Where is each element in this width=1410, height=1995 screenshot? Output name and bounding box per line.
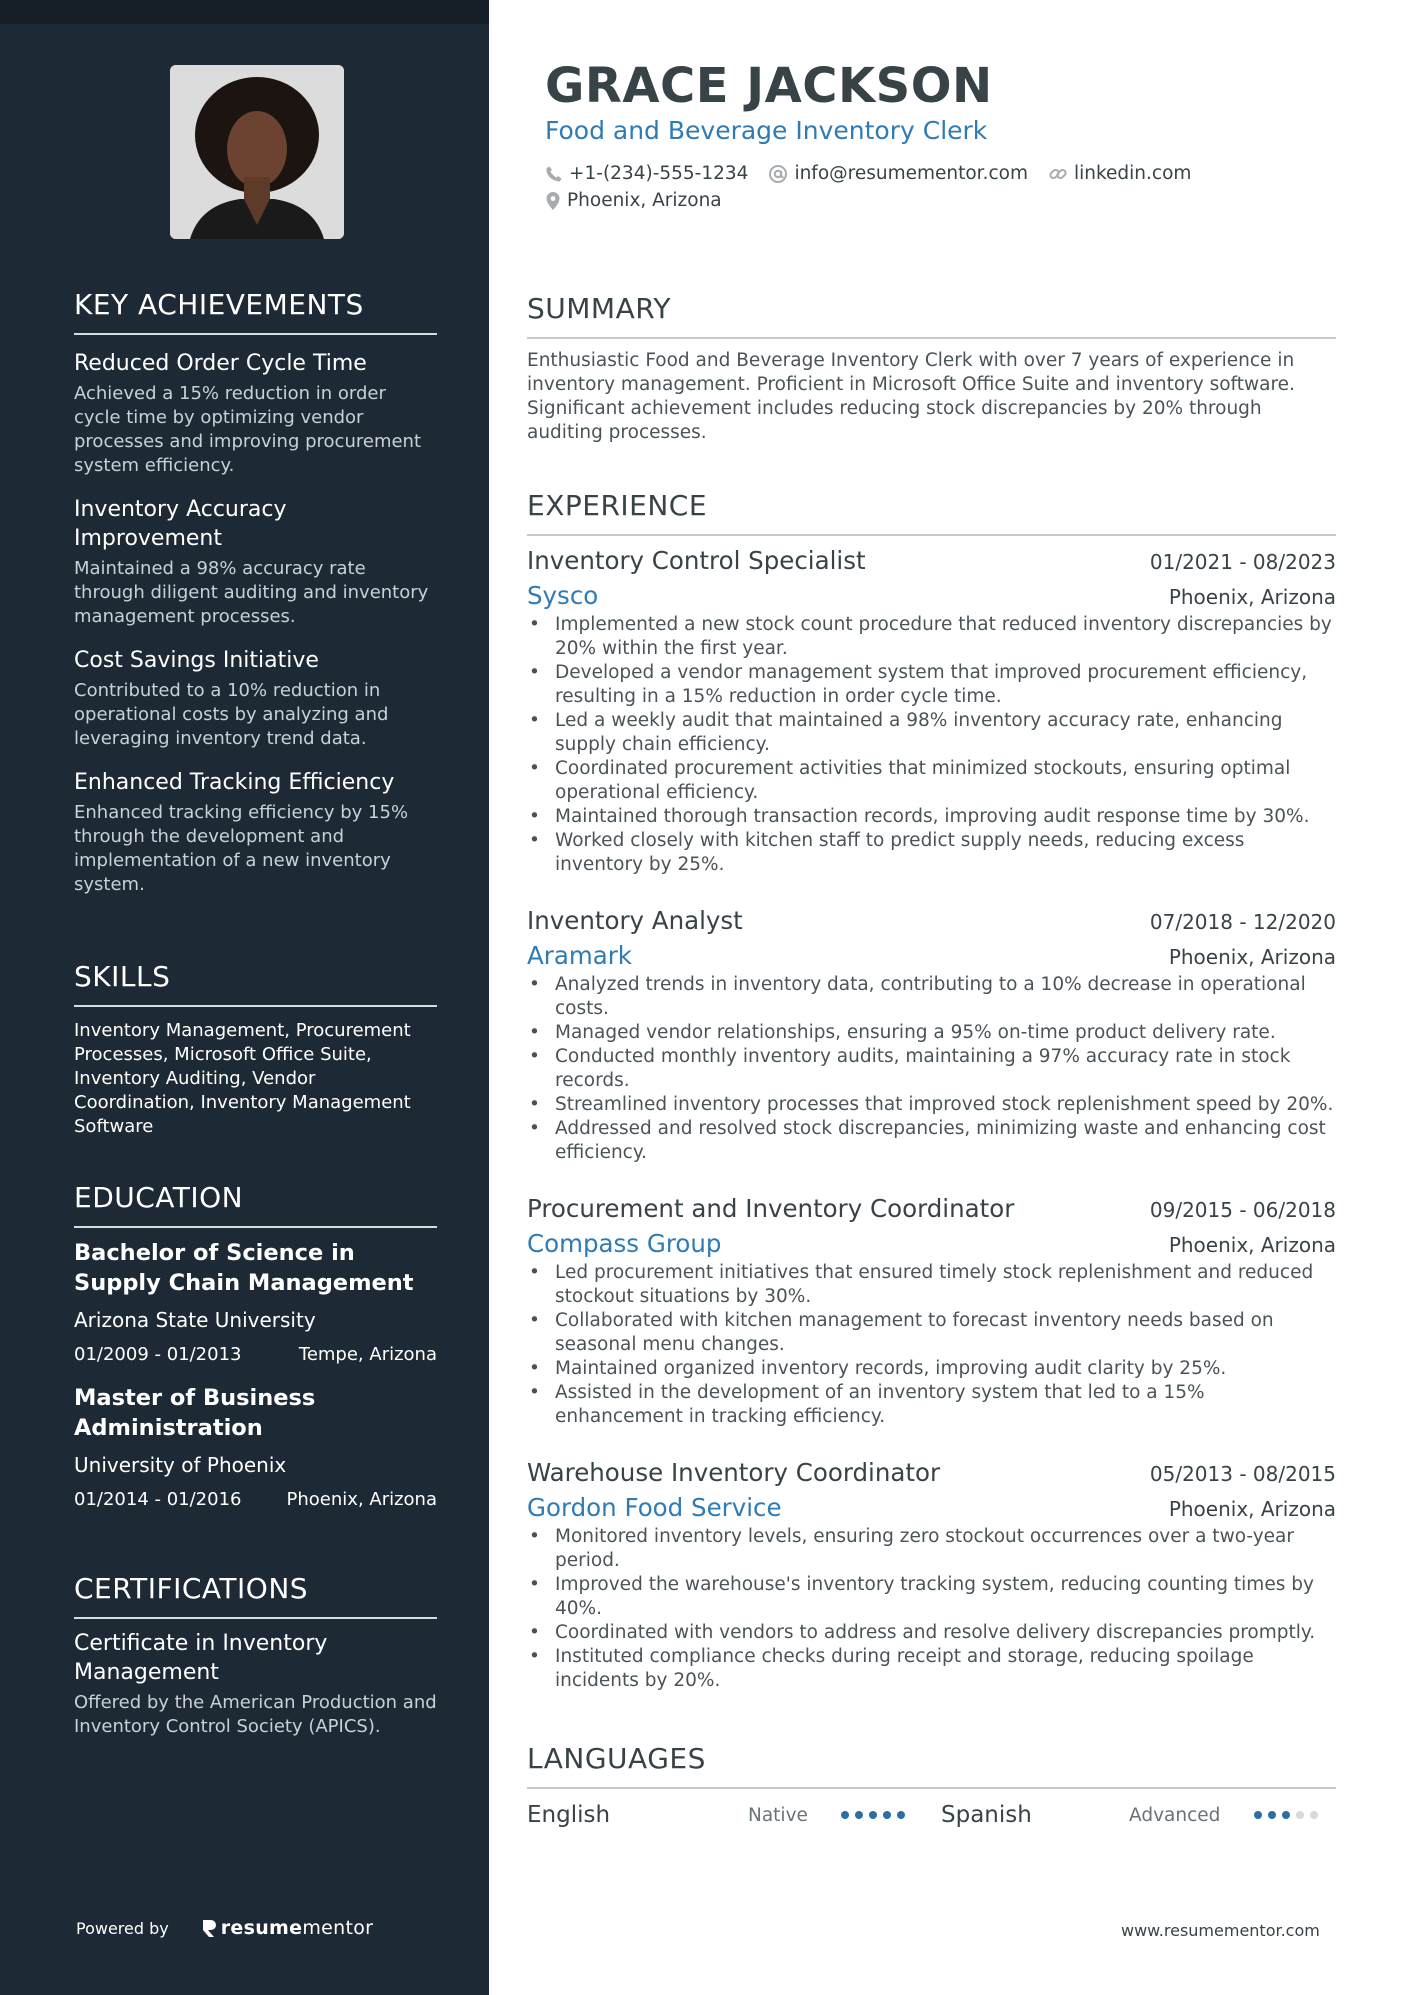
education-item [74,1383,437,1512]
rating-dot-filled [841,1811,849,1819]
achievement-title: Reduced Order Cycle Time [74,351,367,376]
job-bullet: • Monitored inventory levels, ensuring zero stockout occurrences over a two-year period. [527,1525,1336,1573]
achievement-item [74,349,437,478]
rating-dot-filled [897,1811,905,1819]
languages-heading: LANGUAGES [527,1742,1336,1789]
powered-by [76,1917,373,1939]
degree: Bachelor of Science in Supply Chain Management [74,1240,414,1296]
education-section [74,1181,437,1512]
job-entry [527,1458,1336,1693]
candidate-role: Food and Beverage Inventory Clerk [545,116,988,145]
language-rating [1254,1811,1324,1819]
job-bullet: • Conducted monthly inventory audits, maintaining a 97% accuracy rate in stock records. [527,1045,1336,1093]
job-bullet: • Led a weekly audit that maintained a 98% inventory accuracy rate, enhancing supply chain efficiency. [527,709,1336,757]
job-bullet: • Improved the warehouse's inventory tracking system, reducing counting times by 40%. [527,1573,1336,1621]
language-name: Spanish [941,1802,1032,1828]
candidate-name: GRACE JACKSON [545,58,993,114]
job-bullets [527,613,1336,877]
achievement-item [74,495,437,629]
job-company: Compass Group [527,1229,722,1258]
job-dates: 01/2021 - 08/2023 [1149,550,1336,574]
brand-bold: resume [220,1917,303,1939]
language-level: Advanced [1129,1804,1221,1826]
rating-dot-filled [883,1811,891,1819]
job-bullet: • Led procurement initiatives that ensured timely stock replenishment and reduced stockout situations by 30%. [527,1261,1336,1309]
job-bullet: • Maintained thorough transaction records, improving audit response time by 30%. [527,805,1336,829]
job-bullet: • Streamlined inventory processes that improved stock replenishment speed by 20%. [527,1093,1336,1117]
certification-item [74,1629,437,1739]
skills-heading: SKILLS [74,960,437,1007]
job-bullet: • Worked closely with kitchen staff to predict supply needs, reducing excess inventory by 25%. [527,829,1336,877]
email-text: info@resumementor.com [794,163,1028,184]
job-location: Phoenix, Arizona [1168,585,1336,609]
job-location: Phoenix, Arizona [1168,1497,1336,1521]
job-entry [527,906,1336,1165]
certification-desc: Offered by the American Production and Inventory Control Society (APICS). [74,1692,437,1737]
sidebar-top-strip [0,0,489,24]
rating-dot-filled [1254,1811,1262,1819]
rating-dot-empty [1296,1811,1304,1819]
certifications-section [74,1572,437,1739]
contact-row [545,190,742,211]
contact-email[interactable] [768,163,1028,184]
job-company: Aramark [527,941,632,970]
contact-linkedin[interactable] [1048,163,1191,184]
certification-title: Certificate in Inventory Management [74,1631,328,1685]
achievement-item [74,646,437,751]
location-text: Phoenix, Arizona [567,190,722,211]
job-location: Phoenix, Arizona [1168,1233,1336,1257]
experience-heading: EXPERIENCE [527,489,1336,536]
job-company: Gordon Food Service [527,1493,782,1522]
job-bullet: • Analyzed trends in inventory data, contributing to a 10% decrease in operational costs. [527,973,1336,1021]
achievement-desc: Contributed to a 10% reduction in operational costs by analyzing and leveraging inventory trend data. [74,680,389,749]
job-title: Procurement and Inventory Coordinator [527,1194,1015,1223]
school: Arizona State University [74,1308,316,1332]
rating-dot-empty [1310,1811,1318,1819]
languages-list [527,1802,1336,1828]
education-dates: 01/2009 - 01/2013 [74,1344,242,1365]
achievement-title: Inventory Accuracy Improvement [74,497,287,551]
language-item [941,1802,1336,1828]
education-heading: EDUCATION [74,1181,437,1228]
job-bullet: • Maintained organized inventory records, improving audit clarity by 25%. [527,1357,1336,1381]
brand-rest: mentor [302,1917,374,1939]
job-bullets [527,973,1336,1165]
job-bullet: • Assisted in the development of an inventory system that led to a 15% enhancement in tracking efficiency. [527,1381,1336,1429]
degree: Master of Business Administration [74,1385,316,1441]
job-dates: 07/2018 - 12/2020 [1149,910,1336,934]
rating-dot-filled [1282,1811,1290,1819]
skills-list: Inventory Management, Procurement Processes, Microsoft Office Suite, Inventory Auditing, Vendor Coordination, Inventory Management Software [74,1020,411,1137]
link-icon [1048,164,1068,184]
rating-dot-filled [869,1811,877,1819]
education-dates: 01/2014 - 01/2016 [74,1489,242,1510]
achievement-title: Enhanced Tracking Efficiency [74,770,395,795]
language-level: Native [748,1804,808,1826]
language-rating [841,1811,911,1819]
linkedin-text: linkedin.com [1073,163,1192,184]
resumementor-logo-icon [201,1918,217,1938]
job-title: Inventory Analyst [527,906,743,935]
job-entry [527,1194,1336,1429]
job-bullet: • Instituted compliance checks during receipt and storage, reducing spoilage incidents by 20%. [527,1645,1336,1693]
achievement-item [74,768,437,897]
achievement-desc: Enhanced tracking efficiency by 15% through the development and implementation of a new inventory system. [74,802,409,895]
job-bullet: • Addressed and resolved stock discrepancies, minimizing waste and enhancing cost efficiency. [527,1117,1336,1165]
profile-photo [170,65,344,239]
education-item [74,1238,437,1367]
job-entry [527,546,1336,877]
job-company: Sysco [527,581,599,610]
education-location: Phoenix, Arizona [286,1489,437,1510]
language-name: English [527,1802,611,1828]
resumementor-logo[interactable] [201,1917,374,1939]
job-bullets [527,1525,1336,1693]
achievements-section [74,288,437,897]
language-item [527,1802,911,1828]
powered-by-label: Powered by [76,1918,169,1938]
certifications-heading: CERTIFICATIONS [74,1572,437,1619]
contact-phone[interactable] [545,163,748,184]
job-title: Inventory Control Specialist [527,546,866,575]
rating-dot-filled [1268,1811,1276,1819]
location-pin-icon [545,191,561,211]
sidebar [0,0,489,1995]
at-icon [768,164,788,184]
rating-dot-filled [855,1811,863,1819]
job-bullets [527,1261,1336,1429]
contact-row [545,163,1211,184]
achievements-heading: KEY ACHIEVEMENTS [74,288,437,335]
phone-icon [545,165,563,183]
skills-section [74,960,437,1139]
job-location: Phoenix, Arizona [1168,945,1336,969]
summary-heading: SUMMARY [527,292,1336,339]
website-link[interactable]: www.resumementor.com [1121,1921,1320,1940]
summary-text: Enthusiastic Food and Beverage Inventory Clerk with over 7 years of experience in inventory management. Proficient in Microsoft Office Suite and inventory software. Significant achievement includes reducing stock discrepancies by 20% through auditing processes. [527,350,1295,443]
education-location: Tempe, Arizona [298,1344,437,1365]
job-bullet: • Collaborated with kitchen management to forecast inventory needs based on seasonal menu changes. [527,1309,1336,1357]
contact-location [545,190,722,211]
job-bullet: • Coordinated with vendors to address and resolve delivery discrepancies promptly. [527,1621,1336,1645]
phone-text: +1-(234)-555-1234 [569,163,749,184]
job-bullet: • Coordinated procurement activities that minimized stockouts, ensuring optimal operational efficiency. [527,757,1336,805]
job-title: Warehouse Inventory Coordinator [527,1458,941,1487]
school: University of Phoenix [74,1453,287,1477]
job-dates: 09/2015 - 06/2018 [1149,1198,1336,1222]
achievement-title: Cost Savings Initiative [74,648,319,673]
achievement-desc: Maintained a 98% accuracy rate through diligent auditing and inventory management processes. [74,558,429,627]
job-bullet: • Managed vendor relationships, ensuring a 95% on-time product delivery rate. [527,1021,1336,1045]
job-dates: 05/2013 - 08/2015 [1149,1462,1336,1486]
job-bullet: • Developed a vendor management system that improved procurement efficiency, resulting in a 15% reduction in order cycle time. [527,661,1336,709]
achievement-desc: Achieved a 15% reduction in order cycle time by optimizing vendor processes and improving procurement system efficiency. [74,383,422,476]
job-bullet: • Implemented a new stock count procedure that reduced inventory discrepancies by 20% within the first year. [527,613,1336,661]
